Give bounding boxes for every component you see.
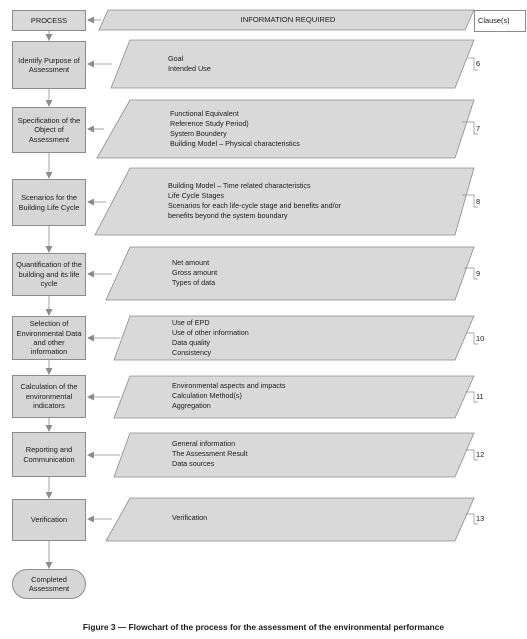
info-line: System Boundery: [170, 129, 227, 138]
process-header-label: PROCESS: [30, 15, 68, 25]
process-step-1: [12, 41, 86, 89]
info-line: Building Model – Physical characteristics: [170, 139, 300, 148]
clause-number: 8: [476, 197, 481, 206]
info-parallelogram-1: [111, 40, 474, 88]
info-parallelogram-7: [114, 433, 474, 477]
info-line: Environmental aspects and impacts: [172, 381, 286, 390]
clause-number: 11: [476, 392, 484, 401]
info-parallelogram-5: [114, 316, 474, 360]
info-text-2: [170, 109, 300, 149]
info-parallelogram-4: [106, 247, 474, 300]
info-line: Data sources: [172, 459, 215, 468]
process-step-5: [12, 316, 86, 360]
process-step-label: Calculation of the environmental indicators: [20, 382, 78, 411]
info-line: Building Model – Time related characteristics: [168, 181, 311, 190]
process-step-label: Scenarios for the Building Life Cycle: [18, 193, 80, 212]
process-step-label: Identify Purpose of Assessment: [18, 55, 80, 74]
clauses-header: Clause(s): [474, 10, 526, 32]
info-line: Aggregation: [172, 401, 211, 410]
info-text-4: [172, 258, 217, 288]
process-step-7: [12, 432, 86, 477]
process-step-label: Selection of Environmental Data and other information: [16, 319, 82, 357]
info-line: General information: [172, 439, 236, 448]
info-line: Calculation Method(s): [172, 391, 242, 400]
info-line: Verification: [172, 513, 208, 522]
process-step-6: [12, 375, 86, 418]
clause-number: 12: [476, 450, 485, 459]
info-text-8: [172, 513, 207, 523]
process-step-2: [12, 107, 86, 153]
info-parallelogram-6: [114, 376, 474, 418]
info-parallelogram-8: [106, 498, 474, 541]
process-step-4: [12, 253, 86, 296]
info-line: Goal: [168, 54, 184, 63]
terminal-label: Completed Assessment: [28, 574, 70, 593]
info-text-6: [172, 381, 285, 411]
info-line: Consistency: [172, 348, 212, 357]
clause-number: 10: [476, 334, 485, 343]
info-line: Data quality: [172, 338, 210, 347]
process-step-label: Reporting and Communication: [23, 445, 75, 464]
info-line: Use of EPD: [172, 318, 210, 327]
process-step-label: Specification of the Object of Assessment: [17, 115, 81, 144]
process-header: [12, 10, 86, 31]
process-step-label: Quantification of the building and its life cycle: [16, 260, 82, 289]
info-line: Life Cycle Stages: [168, 191, 224, 200]
process-step-label: Verification: [30, 515, 68, 525]
info-line: benefits beyond the system boundary: [168, 211, 288, 220]
clause-number: 9: [476, 269, 481, 278]
info-text-5: [172, 318, 249, 358]
information-header-label: INFORMATION REQUIRED: [240, 15, 336, 24]
completed-assessment-terminal: [12, 569, 86, 599]
info-line: Scenarios for each life-cycle stage and benefits and/or: [168, 201, 341, 210]
info-line: Use of other information: [172, 328, 249, 337]
info-line: Gross amount: [172, 268, 218, 277]
info-line: Intended Use: [168, 64, 211, 73]
info-line: Types of data: [172, 278, 216, 287]
info-line: Functional Equivalent: [170, 109, 239, 118]
clause-number: 13: [476, 514, 485, 523]
info-line: The Assessment Result: [172, 449, 248, 458]
process-step-8: [12, 499, 86, 541]
info-line: Reference Study Period): [170, 119, 249, 128]
figure-caption: Figure 3 — Flowchart of the process for the assessment of the environmental performance: [82, 622, 445, 632]
info-text-3: [168, 181, 341, 221]
info-text-7: [172, 439, 248, 469]
clause-number: 7: [476, 124, 481, 133]
info-text-1: [168, 54, 211, 74]
info-line: Net amount: [172, 258, 210, 267]
process-step-3: [12, 179, 86, 226]
clause-number: 6: [476, 59, 481, 68]
